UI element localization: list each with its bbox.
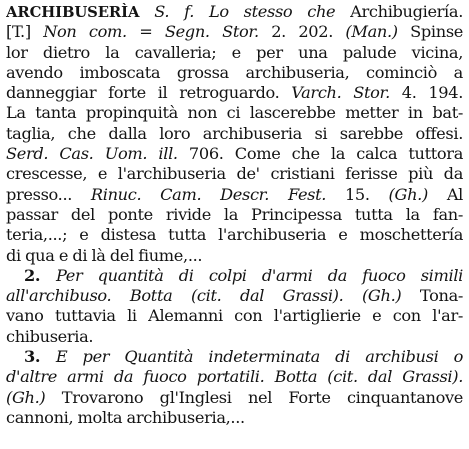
entry-line [6, 306, 463, 326]
seg: chibuseria. [6, 326, 94, 346]
entry-line [6, 103, 463, 123]
entry-line [6, 43, 463, 63]
seg: 706. Come che la calca tuttora [177, 144, 463, 164]
entry-line [6, 22, 463, 42]
seg: crescesse, e l'archibuseria de' cristiani ferisse più da [6, 164, 463, 184]
entry-line [6, 347, 463, 367]
entry-line [6, 388, 463, 408]
entry-line [6, 164, 463, 184]
seg: 2. 202. [258, 22, 346, 42]
seg: avendo imboscata grossa archibuseria, cominciò a [6, 62, 463, 82]
entry-line [6, 63, 463, 83]
seg: taglia, che dalla loro archibuseria si sarebbe offesi. [6, 123, 463, 143]
seg: (Gh.) [6, 387, 46, 407]
seg [343, 286, 362, 305]
entry-line [6, 327, 463, 347]
seg: Archibugiería. [335, 2, 463, 21]
seg: vano tuttavia li Alemanni con l'artiglierie e con l'ar- [6, 306, 463, 326]
entry-line [6, 225, 463, 245]
seg: lor dietro la cavalleria; e per una palude vicina, [6, 42, 463, 62]
seg: Serd. Cas. Uom. ill. [6, 144, 178, 164]
seg: d'altre armi da fuoco portatili. Botta (cit. dal Grassi). [6, 367, 463, 387]
seg: Spinse [397, 22, 463, 42]
entry-line [6, 408, 463, 428]
seg: 15. [326, 184, 389, 204]
seg: all'archibuso. Botta (cit. dal Grassi). [6, 286, 344, 306]
seg [194, 2, 209, 21]
seg: [T.] [6, 22, 44, 42]
seg: (Gh.) [388, 184, 428, 204]
seg: presso... [6, 184, 91, 204]
seg: di qua e di là del fiume,... [6, 245, 203, 265]
entry-line [6, 266, 463, 286]
seg: Tona- [401, 286, 463, 306]
seg: S. f. [154, 2, 195, 21]
seg: 4. 194. [389, 83, 463, 103]
entry-line [6, 286, 463, 306]
seg: La tanta propinquità non ci lascerebbe metter in bat- [6, 103, 463, 123]
sense-number: 3. [24, 347, 56, 367]
entry-line [6, 83, 463, 103]
seg: Trovarono gl'Inglesi nel Forte cinquantanove [45, 387, 463, 407]
entry-line [6, 2, 463, 22]
entry-line [6, 144, 463, 164]
entry-line [6, 124, 463, 144]
sense-number: 2. [24, 265, 56, 285]
seg: Rinuc. Cam. Descr. Fest. [90, 184, 327, 204]
seg: cannoni, molta archibuseria,... [6, 407, 245, 427]
headword: ARCHIBUSERÌA [6, 4, 140, 21]
seg: Al [427, 184, 463, 204]
seg: E per Quantità indeterminata di archibusi o [55, 347, 463, 367]
seg: Lo stesso che [208, 2, 336, 21]
seg: danneggiar forte il retroguardo. [6, 83, 292, 103]
seg: teria,...; e distesa tutta l'archibuseria e moschettería [6, 225, 463, 245]
seg: Varch. Stor. [291, 83, 390, 103]
seg: (Gh.) [361, 286, 402, 306]
entry-line [6, 205, 463, 225]
entry-line [6, 185, 463, 205]
entry-line [6, 367, 463, 387]
seg: passar del ponte rivide la Principessa tutta la fan- [6, 204, 463, 224]
seg [139, 2, 154, 21]
seg: Per quantità di colpi d'armi da fuoco simili [55, 265, 463, 285]
seg: (Man.) [345, 22, 398, 42]
entry-line [6, 246, 463, 266]
seg: Non com. = Segn. Stor. [43, 22, 259, 42]
